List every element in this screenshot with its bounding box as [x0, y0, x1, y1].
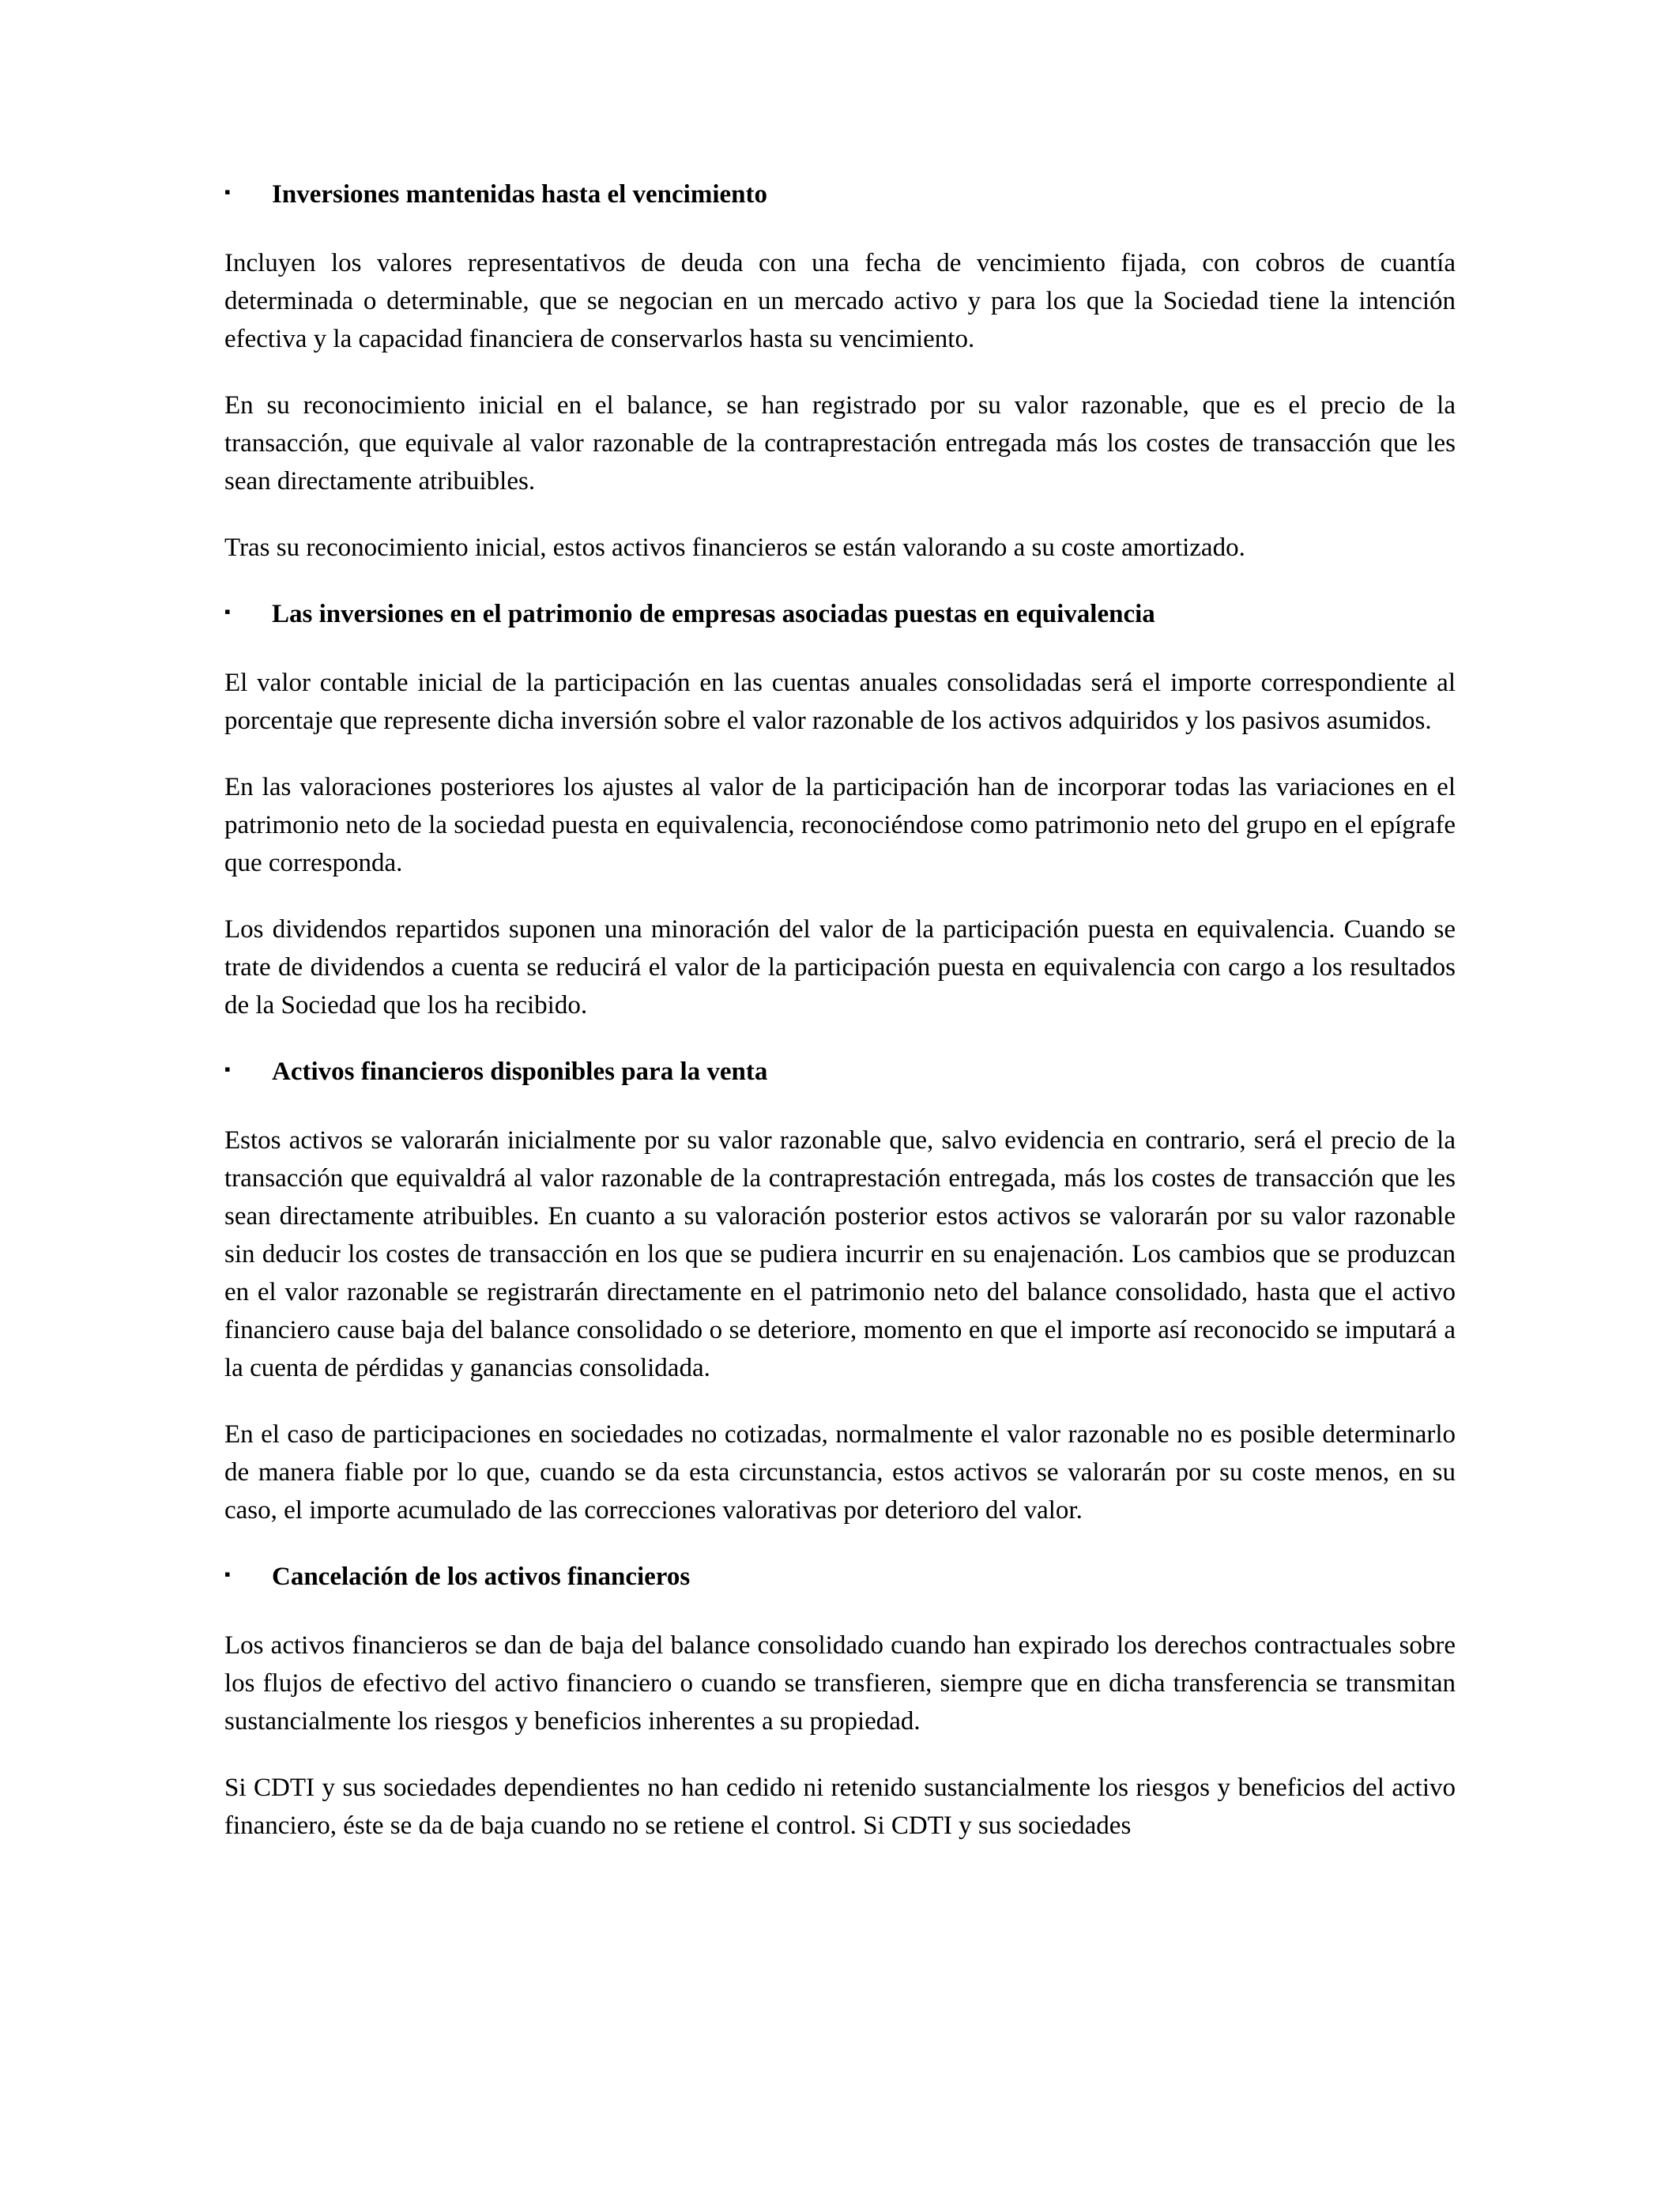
paragraph: El valor contable inicial de la participación en las cuentas anuales consolidadas será el importe correspondiente al porcentaje que represente dicha inversión sobre el valor razonable de los activos adquiridos y los pasivos asumidos. — [224, 669, 1456, 735]
section-heading — [224, 1053, 1456, 1093]
paragraph: Incluyen los valores representativos de deuda con una fecha de vencimiento fijada, con cobros de cuantía determinada o determinable, que se negocian en un mercado activo y para los que la Sociedad tiene la intención efectiva y la capacidad financiera de conservarlos hasta su vencimiento. — [224, 249, 1456, 353]
section-heading-text: Las inversiones en el patrimonio de empresas asociadas puestas en equivalencia — [272, 600, 1155, 628]
document-body — [224, 175, 1456, 1873]
bullet-icon: ▪ — [224, 1059, 231, 1079]
paragraph: Estos activos se valorarán inicialmente por su valor razonable que, salvo evidencia en contrario, será el precio de la transacción que equivaldrá al valor razonable de la contraprestación entregada, más los costes de transacción que les sean directamente atribuibles. En cuanto a su valoración posterior estos activos se valorarán por su valor razonable sin deducir los costes de transacción en los que se pudiera incurrir en su enajenación. Los cambios que se produzcan en el valor razonable se registrarán directamente en el patrimonio neto del balance consolidado, hasta que el activo financiero cause baja del balance consolidado o se deteriore, momento en que el importe así reconocido se imputará a la cuenta de pérdidas y ganancias consolidada. — [224, 1126, 1456, 1382]
paragraph: Si CDTI y sus sociedades dependientes no han cedido ni retenido sustancialmente los riesgos y beneficios del activo financiero, éste se da de baja cuando no se retiene el control. Si CDTI y sus sociedades — [224, 1774, 1456, 1840]
paragraph: Tras su reconocimiento inicial, estos activos financieros se están valorando a su coste amortizado. — [224, 533, 1245, 562]
bullet-icon: ▪ — [224, 182, 231, 202]
paragraph: En el caso de participaciones en sociedades no cotizadas, normalmente el valor razonable no es posible determinarlo de manera fiable por lo que, cuando se da esta circunstancia, estos activos se valorarán por su coste menos, en su caso, el importe acumulado de las correcciones valorativas por deterioro del valor. — [224, 1420, 1456, 1525]
section-heading — [224, 175, 1456, 216]
section-heading-text: Inversiones mantenidas hasta el vencimiento — [272, 180, 767, 209]
paragraph: En las valoraciones posteriores los ajustes al valor de la participación han de incorporar todas las variaciones en el patrimonio neto de la sociedad puesta en equivalencia, reconociéndose como patrimonio neto del grupo en el epígrafe que corresponda. — [224, 773, 1456, 877]
bullet-icon: ▪ — [224, 601, 231, 621]
bullet-icon: ▪ — [224, 1564, 231, 1584]
section-heading-text: Cancelación de los activos financieros — [272, 1563, 691, 1591]
paragraph: En su reconocimiento inicial en el balance, se han registrado por su valor razonable, que es el precio de la transacción, que equivale al valor razonable de la contraprestación entregada más los costes de transacción que les sean directamente atribuibles. — [224, 391, 1456, 496]
paragraph: Los activos financieros se dan de baja del balance consolidado cuando han expirado los derechos contractuales sobre los flujos de efectivo del activo financiero o cuando se transfieren, siempre que en dicha transferencia se transmitan sustancialmente los riesgos y beneficios inherentes a su propiedad. — [224, 1631, 1456, 1736]
section-heading — [224, 1558, 1456, 1598]
section-heading — [224, 595, 1456, 635]
paragraph: Los dividendos repartidos suponen una minoración del valor de la participación puesta en equivalencia. Cuando se trate de dividendos a cuenta se reducirá el valor de la participación puesta en equivalencia con cargo a los resultados de la Sociedad que los ha recibido. — [224, 915, 1456, 1020]
section-heading-text: Activos financieros disponibles para la venta — [272, 1057, 768, 1086]
